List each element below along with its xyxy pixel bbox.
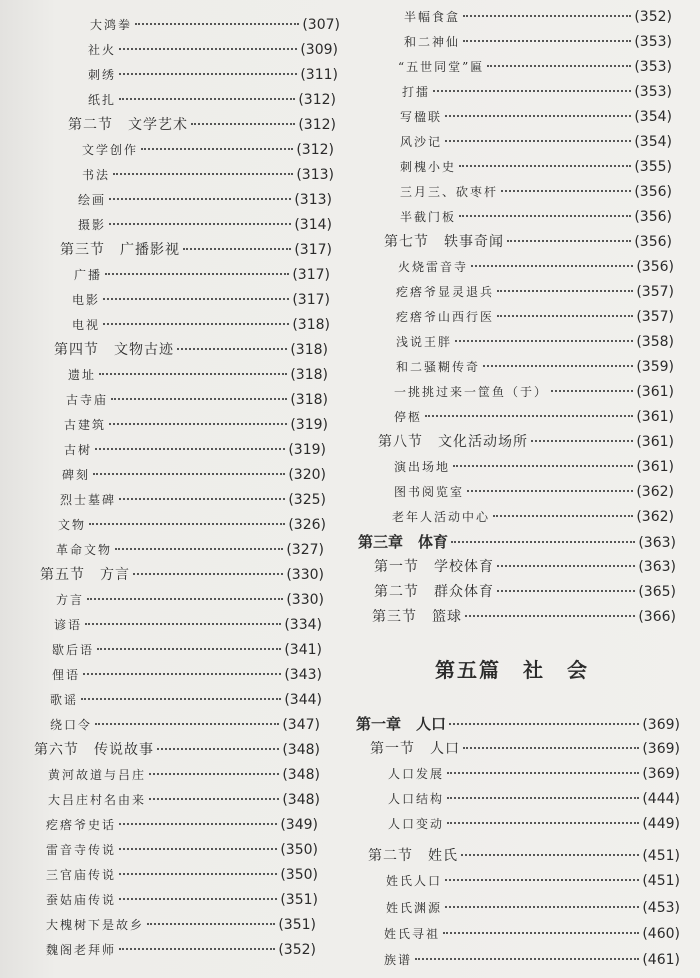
toc-entry-page: (334)	[284, 617, 322, 633]
dot-leader	[433, 90, 631, 92]
dot-leader	[449, 723, 639, 725]
toc-entry-title: 图书阅览室	[394, 485, 465, 499]
toc-entry-page: (361)	[636, 434, 674, 450]
toc-item-entry	[396, 283, 674, 301]
toc-item-entry	[52, 666, 322, 684]
toc-entry-title: 第六节 传说故事	[34, 742, 154, 758]
dot-leader	[443, 932, 639, 934]
dot-leader	[81, 698, 281, 700]
toc-entry-page: (318)	[290, 342, 328, 358]
toc-item-entry	[72, 316, 330, 334]
toc-entry-title: 第五节 方言	[40, 567, 130, 583]
toc-entry-page: (359)	[636, 359, 674, 375]
toc-entry-title: 打擂	[402, 85, 431, 99]
toc-entry-title: 三官庙传说	[46, 868, 117, 882]
toc-entry-page: (317)	[294, 242, 332, 258]
toc-entry-page: (356)	[634, 234, 672, 250]
right-column	[350, 0, 700, 978]
dot-leader	[147, 923, 275, 925]
toc-entry-title: 老年人活动中心	[392, 510, 491, 524]
toc-entry-page: (317)	[292, 292, 330, 308]
toc-entry-title: 电视	[72, 318, 101, 332]
toc-item-entry	[400, 133, 672, 151]
toc-entry-page: (344)	[284, 692, 322, 708]
toc-entry-title: 姓氏人口	[386, 874, 443, 888]
toc-item-entry	[386, 899, 680, 917]
dot-leader	[97, 648, 281, 650]
dot-leader	[471, 265, 633, 267]
toc-section-entry	[40, 566, 324, 584]
toc-entry-page: (326)	[288, 517, 326, 533]
toc-item-entry	[402, 83, 672, 101]
toc-entry-title: 大鸿拳	[90, 18, 133, 32]
toc-entry-title: 书法	[82, 168, 111, 182]
dot-leader	[487, 65, 631, 67]
dot-leader	[445, 140, 631, 142]
dot-leader	[83, 673, 281, 675]
toc-entry-title: 第二节 姓氏	[368, 848, 458, 864]
toc-entry-title: 第三节 广播影视	[60, 242, 180, 258]
dot-leader	[115, 548, 283, 550]
dot-leader	[109, 423, 287, 425]
toc-item-entry	[396, 333, 674, 351]
toc-chapter-entry	[358, 533, 676, 552]
toc-item-entry	[396, 358, 674, 376]
toc-section-entry	[374, 583, 676, 601]
dot-leader	[467, 490, 633, 492]
dot-leader	[113, 173, 293, 175]
toc-entry-title: 第三章 体育	[358, 533, 449, 551]
toc-item-entry	[386, 872, 680, 890]
toc-entry-page: (453)	[642, 900, 680, 916]
toc-item-entry	[56, 591, 324, 609]
toc-entry-title: 姓氏寻祖	[384, 927, 441, 941]
dot-leader	[191, 123, 295, 125]
toc-entry-title: 纸扎	[88, 93, 117, 107]
dot-leader	[103, 298, 289, 300]
dot-leader	[119, 873, 277, 875]
dot-leader	[119, 48, 297, 50]
toc-entry-page: (330)	[286, 567, 324, 583]
toc-entry-page: (327)	[286, 542, 324, 558]
toc-item-entry	[82, 141, 334, 159]
toc-entry-title: 摄影	[78, 218, 107, 232]
toc-entry-title: 雷音寺传说	[46, 843, 117, 857]
toc-entry-page: (351)	[280, 892, 318, 908]
dot-leader	[157, 748, 279, 750]
toc-entry-title: 歇后语	[52, 643, 95, 657]
dot-leader	[497, 315, 633, 317]
toc-section-entry	[370, 740, 680, 758]
dot-leader	[111, 398, 287, 400]
toc-entry-title: 大吕庄村名由来	[48, 793, 147, 807]
toc-item-entry	[400, 108, 672, 126]
toc-item-entry	[404, 33, 672, 51]
toc-entry-title: 第二节 群众体育	[374, 584, 494, 600]
toc-item-entry	[68, 366, 328, 384]
toc-item-entry	[90, 16, 340, 34]
toc-entry-page: (348)	[282, 767, 320, 783]
toc-entry-title: 疙瘩爷史话	[46, 818, 117, 832]
toc-entry-page: (312)	[298, 92, 336, 108]
part-title: 第五篇 社 会	[435, 658, 589, 682]
toc-entry-title: 三月三、砍枣杆	[400, 185, 499, 199]
toc-entry-page: (362)	[636, 509, 674, 525]
toc-item-entry	[66, 391, 328, 409]
toc-entry-page: (352)	[634, 9, 672, 25]
toc-item-entry	[50, 691, 322, 709]
dot-leader	[149, 798, 279, 800]
dot-leader	[493, 515, 633, 517]
dot-leader	[95, 723, 279, 725]
toc-item-entry	[394, 383, 674, 401]
toc-item-entry	[398, 258, 674, 276]
toc-entry-page: (311)	[300, 67, 338, 83]
toc-item-entry	[62, 466, 326, 484]
dot-leader	[119, 98, 295, 100]
toc-entry-title: 古建筑	[64, 418, 107, 432]
dot-leader	[141, 148, 293, 150]
toc-item-entry	[388, 815, 680, 833]
toc-entry-page: (351)	[278, 917, 316, 933]
toc-entry-page: (356)	[634, 209, 672, 225]
dot-leader	[425, 415, 633, 417]
toc-entry-page: (352)	[278, 942, 316, 958]
toc-entry-title: 和二神仙	[404, 35, 461, 49]
dot-leader	[89, 523, 285, 525]
toc-entry-page: (451)	[642, 848, 680, 864]
toc-section-entry	[374, 558, 676, 576]
dot-leader	[119, 823, 277, 825]
toc-item-entry	[400, 208, 672, 226]
toc-entry-title: 广播	[74, 268, 103, 282]
toc-entry-page: (356)	[636, 259, 674, 275]
toc-item-entry	[88, 41, 338, 59]
toc-entry-title: 第一节 学校体育	[374, 559, 494, 575]
toc-entry-page: (353)	[634, 34, 672, 50]
toc-section-entry	[378, 433, 674, 451]
toc-entry-title: 刺槐小史	[400, 160, 457, 174]
dot-leader	[85, 623, 281, 625]
toc-entry-page: (363)	[638, 535, 676, 551]
toc-entry-page: (312)	[298, 117, 336, 133]
toc-entry-page: (369)	[642, 717, 680, 733]
toc-item-entry	[384, 951, 680, 969]
toc-entry-title: 疙瘩爷山西行医	[396, 310, 495, 324]
toc-entry-title: 疙瘩爷显灵退兵	[396, 285, 495, 299]
dot-leader	[177, 348, 287, 350]
toc-item-entry	[78, 216, 332, 234]
toc-entry-page: (348)	[282, 792, 320, 808]
toc-entry-page: (357)	[636, 284, 674, 300]
toc-entry-title: 族谱	[384, 953, 413, 967]
toc-entry-page: (356)	[634, 184, 672, 200]
toc-item-entry	[60, 491, 326, 509]
toc-item-entry	[72, 291, 330, 309]
dot-leader	[497, 590, 635, 592]
dot-leader	[93, 473, 285, 475]
toc-entry-title: 人口变动	[388, 817, 445, 831]
toc-section-entry	[368, 847, 680, 865]
toc-entry-page: (313)	[296, 167, 334, 183]
toc-entry-title: 电影	[72, 293, 101, 307]
toc-entry-title: 古寺庙	[66, 393, 109, 407]
dot-leader	[463, 15, 631, 17]
toc-section-entry	[54, 341, 328, 359]
toc-entry-title: 火烧雷音寺	[398, 260, 469, 274]
toc-entry-title: 第四节 文物古迹	[54, 342, 174, 358]
toc-entry-title: 第七节 轶事奇闻	[384, 234, 504, 250]
toc-entry-title: 浅说王胖	[396, 335, 453, 349]
toc-entry-title: 歌谣	[50, 693, 79, 707]
dot-leader	[183, 248, 291, 250]
toc-entry-title: 演出场地	[394, 460, 451, 474]
toc-item-entry	[392, 508, 674, 526]
dot-leader	[119, 848, 277, 850]
dot-leader	[551, 390, 633, 392]
toc-item-entry	[58, 516, 326, 534]
toc-item-entry	[400, 183, 672, 201]
toc-entry-page: (341)	[284, 642, 322, 658]
dot-leader	[95, 448, 285, 450]
toc-entry-page: (363)	[638, 559, 676, 575]
toc-entry-title: 第三节 篮球	[372, 609, 462, 625]
toc-item-entry	[88, 91, 336, 109]
toc-entry-page: (354)	[634, 109, 672, 125]
toc-item-entry	[46, 816, 318, 834]
toc-entry-page: (361)	[636, 384, 674, 400]
toc-entry-title: 和二骚糊传奇	[396, 360, 481, 374]
dot-leader	[415, 958, 639, 960]
toc-entry-page: (349)	[280, 817, 318, 833]
dot-leader	[119, 498, 285, 500]
toc-entry-title: 碑刻	[62, 468, 91, 482]
dot-leader	[497, 565, 635, 567]
toc-entry-page: (325)	[288, 492, 326, 508]
toc-item-entry	[56, 541, 324, 559]
toc-item-entry	[398, 58, 672, 76]
toc-entry-title: 方言	[56, 593, 85, 607]
dot-leader	[507, 240, 631, 242]
toc-entry-page: (451)	[642, 873, 680, 889]
toc-item-entry	[50, 716, 320, 734]
dot-leader	[119, 898, 277, 900]
toc-entry-page: (313)	[294, 192, 332, 208]
toc-entry-title: 遗址	[68, 368, 97, 382]
toc-entry-page: (365)	[638, 584, 676, 600]
toc-item-entry	[388, 765, 680, 783]
toc-entry-title: 第一章 人口	[356, 715, 447, 733]
toc-entry-page: (348)	[282, 742, 320, 758]
dot-leader	[447, 822, 639, 824]
toc-entry-title: 第八节 文化活动场所	[378, 434, 528, 450]
toc-entry-page: (319)	[290, 417, 328, 433]
dot-leader	[119, 73, 297, 75]
toc-entry-page: (320)	[288, 467, 326, 483]
toc-entry-page: (343)	[284, 667, 322, 683]
dot-leader	[109, 223, 291, 225]
dot-leader	[483, 365, 633, 367]
dot-leader	[445, 879, 639, 881]
toc-entry-page: (312)	[296, 142, 334, 158]
toc-entry-page: (460)	[642, 926, 680, 942]
dot-leader	[109, 198, 291, 200]
toc-item-entry	[54, 616, 322, 634]
dot-leader	[447, 797, 639, 799]
toc-entry-page: (317)	[292, 267, 330, 283]
toc-entry-page: (461)	[642, 952, 680, 968]
toc-item-entry	[394, 458, 674, 476]
toc-entry-page: (369)	[642, 741, 680, 757]
dot-leader	[463, 40, 631, 42]
dot-leader	[453, 465, 633, 467]
toc-entry-title: 文物	[58, 518, 87, 532]
toc-entry-page: (318)	[292, 317, 330, 333]
toc-entry-title: 大槐树下是故乡	[46, 918, 145, 932]
toc-entry-title: 文学创作	[82, 143, 139, 157]
toc-entry-page: (319)	[288, 442, 326, 458]
toc-entry-title: 古树	[64, 443, 93, 457]
toc-entry-title: 蚕姑庙传说	[46, 893, 117, 907]
toc-item-entry	[48, 791, 320, 809]
toc-entry-title: 刺绣	[88, 68, 117, 82]
toc-item-entry	[394, 483, 674, 501]
toc-entry-title: 停柩	[394, 410, 423, 424]
dot-leader	[149, 773, 279, 775]
toc-entry-title: 姓氏渊源	[386, 901, 443, 915]
toc-item-entry	[48, 766, 320, 784]
dot-leader	[459, 215, 631, 217]
toc-section-entry	[34, 741, 320, 759]
toc-entry-title: 烈士墓碑	[60, 493, 117, 507]
toc-entry-title: 黄河故道与吕庄	[48, 768, 147, 782]
toc-section-entry	[60, 241, 332, 259]
dot-leader	[103, 323, 289, 325]
toc-entry-page: (307)	[302, 17, 340, 33]
dot-leader	[133, 573, 283, 575]
toc-entry-page: (318)	[290, 367, 328, 383]
toc-entry-page: (314)	[294, 217, 332, 233]
dot-leader	[455, 340, 633, 342]
toc-entry-page: (362)	[636, 484, 674, 500]
toc-item-entry	[396, 308, 674, 326]
toc-entry-title: 社火	[88, 43, 117, 57]
toc-entry-title: 俚语	[52, 668, 81, 682]
toc-item-entry	[384, 925, 680, 943]
toc-item-entry	[64, 416, 328, 434]
toc-entry-page: (353)	[634, 59, 672, 75]
toc-entry-page: (353)	[634, 84, 672, 100]
toc-entry-page: (369)	[642, 766, 680, 782]
toc-entry-page: (347)	[282, 717, 320, 733]
toc-entry-page: (449)	[642, 816, 680, 832]
toc-entry-title: 第一节 人口	[370, 741, 460, 757]
dot-leader	[447, 772, 639, 774]
dot-leader	[451, 541, 635, 543]
toc-item-entry	[52, 641, 322, 659]
toc-section-entry	[384, 233, 672, 251]
toc-entry-title: 绕口令	[50, 718, 93, 732]
toc-item-entry	[46, 916, 316, 934]
dot-leader	[119, 948, 275, 950]
toc-entry-title: 半幅食盒	[404, 10, 461, 24]
toc-entry-page: (354)	[634, 134, 672, 150]
toc-entry-page: (444)	[642, 791, 680, 807]
toc-item-entry	[394, 408, 674, 426]
toc-entry-page: (330)	[286, 592, 324, 608]
toc-item-entry	[388, 790, 680, 808]
toc-entry-title: 一挑挑过来一筐鱼（于）	[394, 385, 549, 399]
toc-item-entry	[404, 8, 672, 26]
toc-entry-title: 第二节 文学艺术	[68, 117, 188, 133]
toc-entry-page: (350)	[280, 842, 318, 858]
toc-entry-title: 绘画	[78, 193, 107, 207]
toc-entry-page: (309)	[300, 42, 338, 58]
toc-item-entry	[64, 441, 326, 459]
toc-item-entry	[46, 941, 316, 959]
dot-leader	[501, 190, 631, 192]
toc-section-entry	[372, 608, 676, 626]
dot-leader	[531, 440, 633, 442]
toc-item-entry	[46, 866, 318, 884]
toc-entry-title: 魏阁老拜师	[46, 943, 117, 957]
toc-item-entry	[78, 191, 332, 209]
toc-entry-page: (361)	[636, 409, 674, 425]
toc-item-entry	[46, 841, 318, 859]
toc-entry-title: 半截门板	[400, 210, 457, 224]
toc-entry-page: (357)	[636, 309, 674, 325]
toc-item-entry	[46, 891, 318, 909]
toc-entry-page: (318)	[290, 392, 328, 408]
toc-item-entry	[400, 158, 672, 176]
dot-leader	[105, 273, 289, 275]
dot-leader	[445, 115, 631, 117]
toc-entry-page: (361)	[636, 459, 674, 475]
dot-leader	[465, 615, 635, 617]
toc-chapter-entry	[356, 715, 680, 734]
dot-leader	[497, 290, 633, 292]
dot-leader	[459, 165, 631, 167]
toc-item-entry	[82, 166, 334, 184]
toc-entry-title: 风沙记	[400, 135, 443, 149]
toc-entry-title: 人口结构	[388, 792, 445, 806]
dot-leader	[445, 906, 639, 908]
dot-leader	[135, 23, 299, 25]
toc-entry-page: (358)	[636, 334, 674, 350]
toc-entry-title: 写楹联	[400, 110, 443, 124]
toc-item-entry	[74, 266, 330, 284]
toc-entry-page: (355)	[634, 159, 672, 175]
toc-item-entry	[88, 66, 338, 84]
toc-entry-title: “五世同堂”匾	[398, 60, 485, 74]
toc-entry-page: (366)	[638, 609, 676, 625]
dot-leader	[463, 747, 639, 749]
dot-leader	[87, 598, 283, 600]
toc-section-entry	[68, 116, 336, 134]
toc-entry-page: (350)	[280, 867, 318, 883]
dot-leader	[461, 854, 639, 856]
toc-entry-title: 人口发展	[388, 767, 445, 781]
toc-entry-title: 谚语	[54, 618, 83, 632]
dot-leader	[99, 373, 287, 375]
toc-entry-title: 革命文物	[56, 543, 113, 557]
